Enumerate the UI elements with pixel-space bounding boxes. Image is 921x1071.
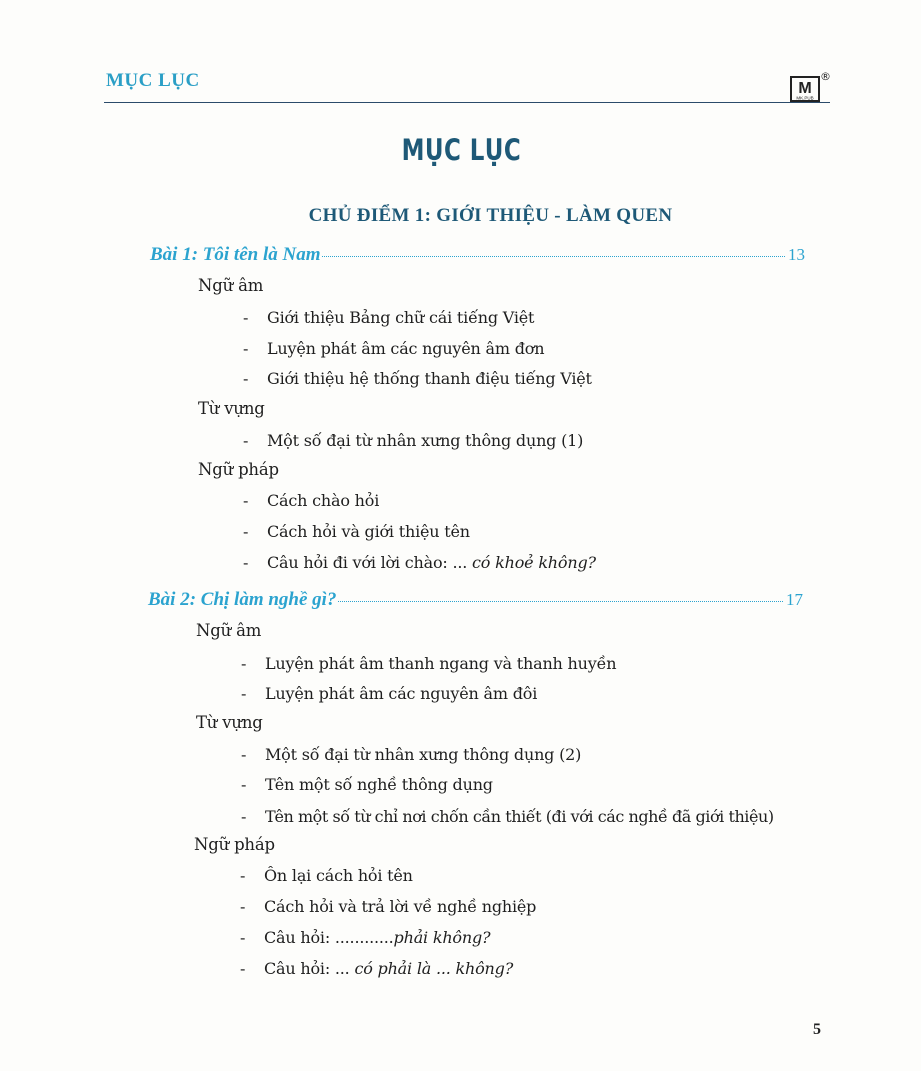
list-item: - Câu hỏi: ... có phải là ... không? bbox=[240, 959, 514, 978]
list-item: - Một số đại từ nhân xưng thông dụng (2) bbox=[241, 745, 582, 764]
page-title: MỤC LỤC bbox=[401, 133, 522, 167]
list-item: - Câu hỏi: ............phải không? bbox=[240, 928, 491, 947]
category-label: Ngữ pháp bbox=[198, 460, 279, 479]
category-label: Từ vựng bbox=[198, 399, 265, 418]
lesson-title: Bài 1: Tôi tên là Nam bbox=[150, 244, 321, 265]
running-header: MỤC LỤC bbox=[106, 70, 200, 91]
category-label: Ngữ âm bbox=[198, 276, 264, 295]
lesson-title: Bài 2: Chị làm nghề gì? bbox=[148, 589, 337, 610]
list-item: - Câu hỏi đi với lời chào: ... có khoẻ không? bbox=[243, 553, 596, 572]
dot-leader bbox=[338, 601, 783, 602]
dot-leader bbox=[322, 256, 785, 257]
list-item: - Ôn lại cách hỏi tên bbox=[240, 866, 413, 885]
publisher-logo bbox=[790, 76, 820, 102]
logo-subtext: MK.PUB bbox=[796, 95, 814, 101]
lesson-page-number: 17 bbox=[786, 590, 803, 609]
list-item: - Tên một số nghề thông dụng bbox=[241, 775, 493, 794]
header-divider bbox=[104, 102, 830, 103]
list-item: - Giới thiệu hệ thống thanh điệu tiếng Việt bbox=[243, 369, 592, 388]
topic-heading: CHỦ ĐIỂM 1: GIỚI THIỆU - LÀM QUEN bbox=[308, 205, 673, 226]
category-label: Ngữ pháp bbox=[194, 835, 275, 854]
registered-mark: ® bbox=[820, 70, 831, 83]
list-item: - Tên một số từ chỉ nơi chốn cần thiết (đi với các nghề đã giới thiệu) bbox=[241, 807, 774, 826]
list-item: - Luyện phát âm thanh ngang và thanh huyền bbox=[241, 654, 617, 673]
logo-letter: M bbox=[798, 80, 812, 97]
toc-entry-lesson-2[interactable] bbox=[148, 589, 803, 611]
toc-entry-lesson-1[interactable] bbox=[150, 244, 805, 266]
list-item: - Giới thiệu Bảng chữ cái tiếng Việt bbox=[243, 308, 535, 327]
list-item: - Cách chào hỏi bbox=[243, 491, 380, 510]
category-label: Từ vựng bbox=[196, 713, 263, 732]
list-item: - Cách hỏi và giới thiệu tên bbox=[243, 522, 470, 541]
list-item: - Luyện phát âm các nguyên âm đôi bbox=[241, 684, 538, 703]
lesson-page-number: 13 bbox=[788, 245, 805, 264]
list-item: - Một số đại từ nhân xưng thông dụng (1) bbox=[243, 431, 584, 450]
list-item: - Cách hỏi và trả lời về nghề nghiệp bbox=[240, 897, 537, 916]
page-number: 5 bbox=[813, 1021, 821, 1038]
list-item: - Luyện phát âm các nguyên âm đơn bbox=[243, 339, 545, 358]
category-label: Ngữ âm bbox=[196, 621, 262, 640]
